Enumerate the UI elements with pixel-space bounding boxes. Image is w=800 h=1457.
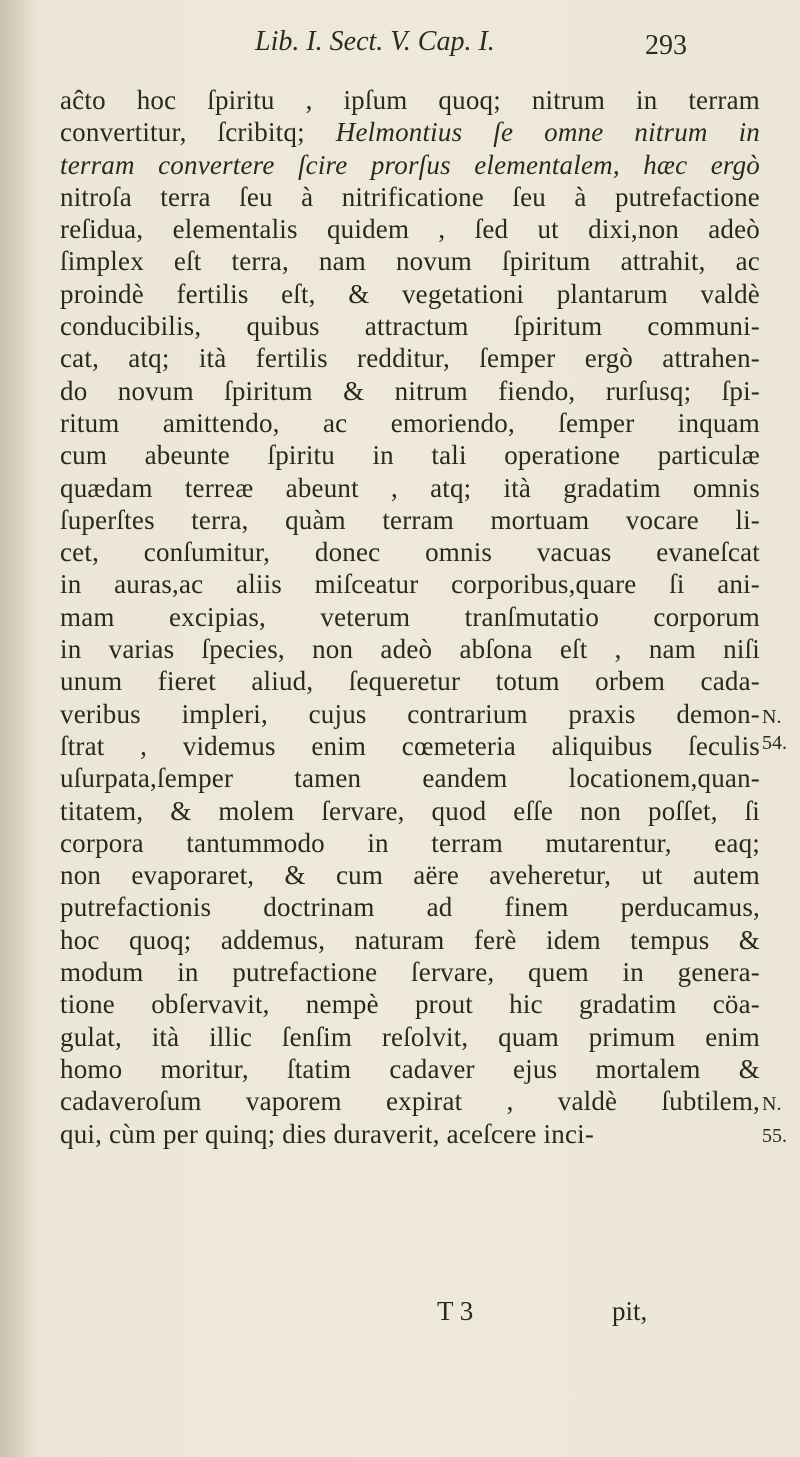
text-line: quædam terreæ abeunt , atq; ità gradatim omnis bbox=[60, 472, 760, 503]
text-line: putrefactionis doctrinam ad finem perducamus, bbox=[60, 892, 760, 923]
text-line: veribus impleri, cujus contrarium praxis demon- bbox=[60, 698, 760, 729]
text-line: unum fieret aliud, ſequeretur totum orbem cada- bbox=[60, 666, 760, 697]
text-line: in auras,ac aliis miſceatur corporibus,quare ſi ani- bbox=[60, 569, 760, 600]
text-line: cat, atq; ità fertilis redditur, ſemper ergò attrahen- bbox=[60, 343, 760, 374]
page-footer bbox=[0, 1296, 800, 1330]
text-line: nitroſa terra ſeu à nitrificatione ſeu à putrefactione bbox=[60, 181, 760, 212]
running-head: Lib. I. Sect. V. Cap. I. bbox=[255, 26, 495, 57]
signature-mark: T 3 bbox=[437, 1296, 474, 1326]
text-line: titatem, & molem ſervare, quod eſſe non poſſet, ſi bbox=[60, 795, 760, 826]
gutter-shadow bbox=[0, 0, 40, 1457]
text-line: ſtrat , videmus enim cœmeteria aliquibus ſeculis bbox=[60, 730, 760, 761]
text-line: homo moritur, ſtatim cadaver ejus mortalem & bbox=[60, 1053, 760, 1084]
margin-note-n54-number: 54. bbox=[762, 732, 787, 754]
text-line: cum abeunte ſpiritu in tali operatione particulæ bbox=[60, 440, 760, 471]
text-line: non evaporaret, & cum aëre aveheretur, ut autem bbox=[60, 860, 760, 891]
margin-note-n54-letter: N. bbox=[762, 706, 782, 728]
text-line: mam excipias, veterum tranſmutatio corporum bbox=[60, 601, 760, 632]
text-line: uſurpata,ſemper tamen eandem locationem,quan- bbox=[60, 763, 760, 794]
text-line: convertitur, ſcribitq; Helmontius ſe omne nitrum in bbox=[60, 117, 760, 148]
text-line: corpora tantummodo in terram mutarentur, eaq; bbox=[60, 827, 760, 858]
text-line: in varias ſpecies, non adeò abſona eſt , nam niſi bbox=[60, 634, 760, 665]
text-line: ſuperſtes terra, quàm terram mortuam vocare li- bbox=[60, 504, 760, 535]
text-line: aĉto hoc ſpiritu , ipſum quoq; nitrum in terram bbox=[60, 85, 760, 115]
text-line: tione obſervavit, nempè prout hic gradatim cöa- bbox=[60, 989, 760, 1020]
italic-citation: Helmontius ſe omne nitrum in bbox=[335, 117, 760, 148]
text-line: terram convertere ſcire prorſus elementalem, hæc ergò bbox=[60, 149, 760, 180]
text-line: cet, conſumitur, donec omnis vacuas evaneſcat bbox=[60, 537, 760, 568]
text-line: do novum ſpiritum & nitrum fiendo, rurſusq; ſpi- bbox=[60, 375, 760, 406]
text-line: ſimplex eſt terra, nam novum ſpiritum attrahit, ac bbox=[60, 246, 760, 277]
margin-note-n55-number: 55. bbox=[762, 1125, 787, 1147]
text-line: gulat, ità illic ſenſim reſolvit, quam primum enim bbox=[60, 1021, 760, 1052]
body-text bbox=[60, 84, 760, 1150]
text-line: reſidua, elementalis quidem , ſed ut dixi,non adeò bbox=[60, 214, 760, 245]
page-number: 293 bbox=[645, 30, 687, 61]
text-line: proindè fertilis eſt, & vegetationi plantarum valdè bbox=[60, 278, 760, 309]
page-header bbox=[0, 22, 800, 62]
margin-note-n55-letter: N. bbox=[762, 1093, 782, 1115]
text-line: cadaveroſum vaporem expirat , valdè ſubtilem, bbox=[60, 1086, 760, 1117]
text-line: conducibilis, quibus attractum ſpiritum communi- bbox=[60, 311, 760, 342]
text-line: qui, cùm per quinq; dies duraverit, aceſcere inci- bbox=[60, 1118, 595, 1149]
text-line: hoc quoq; addemus, naturam ferè idem tempus & bbox=[60, 924, 760, 955]
text-line: ritum amittendo, ac emoriendo, ſemper inquam bbox=[60, 407, 760, 438]
text-line: modum in putrefactione ſervare, quem in genera- bbox=[60, 957, 760, 988]
catchword: pit, bbox=[612, 1296, 648, 1326]
